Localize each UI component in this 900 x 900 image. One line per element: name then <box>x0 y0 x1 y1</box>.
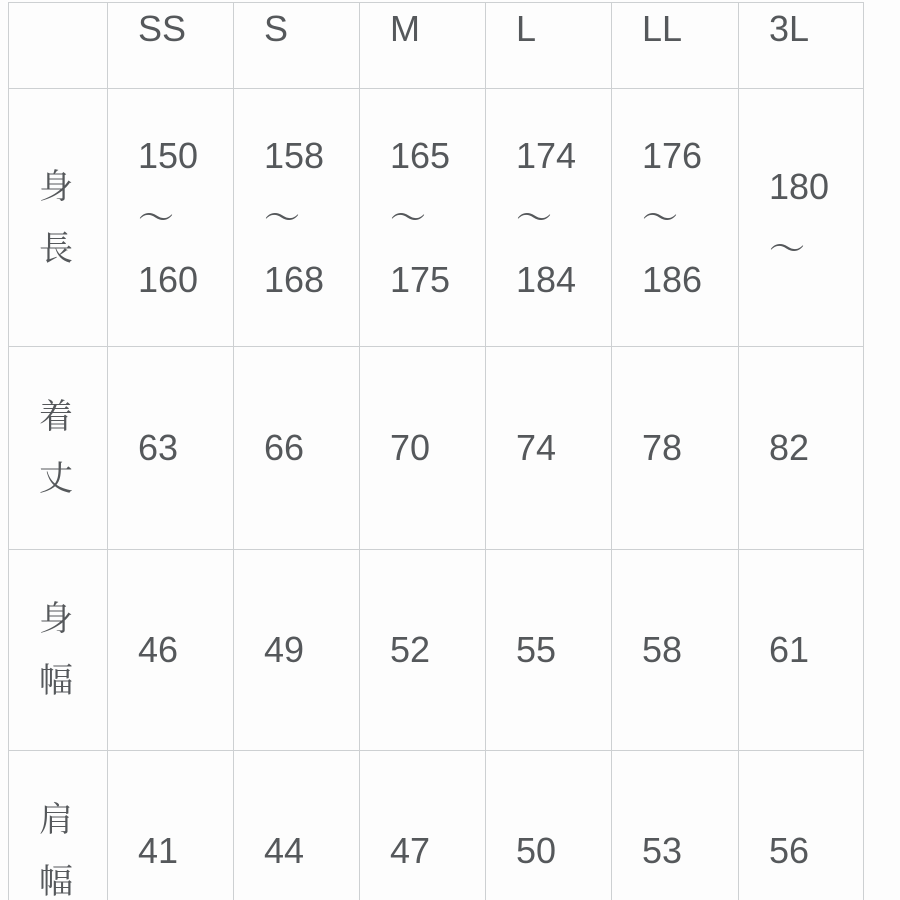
size-chart-table <box>8 2 864 900</box>
row-height <box>9 89 864 347</box>
range-value <box>264 125 359 311</box>
cell-value: 55 <box>516 629 557 670</box>
cell-value: 46 <box>138 629 179 670</box>
range-min: 180 <box>769 165 830 207</box>
cell-value: 50 <box>516 829 557 871</box>
range-min: 174 <box>516 134 577 176</box>
cell-value: 78 <box>642 427 683 468</box>
cell-length-3l <box>739 347 864 550</box>
row-body-length <box>9 347 864 550</box>
corner-cell <box>9 3 108 89</box>
range-max: 175 <box>390 258 451 300</box>
cell-length-ss <box>108 347 234 550</box>
range-min: 158 <box>264 134 325 176</box>
cell-shoulder-3l <box>739 751 864 900</box>
column-header-ss: SS <box>108 3 234 89</box>
cell-value: 52 <box>390 629 431 670</box>
cell-shoulder-ss <box>108 751 234 900</box>
range-min: 165 <box>390 134 451 176</box>
range-value <box>390 125 485 311</box>
range-min: 176 <box>642 134 703 176</box>
range-max: 184 <box>516 258 577 300</box>
cell-value: 53 <box>642 829 683 871</box>
range-max: 168 <box>264 258 325 300</box>
cell-value: 63 <box>138 427 179 468</box>
cell-value: 66 <box>264 427 305 468</box>
cell-width-ll <box>612 550 739 751</box>
row-label-line: 幅 <box>39 662 73 700</box>
cell-height-3l <box>739 89 864 347</box>
row-label-body-width <box>9 550 108 751</box>
cell-value: 47 <box>390 829 431 871</box>
range-tilde: 〜 <box>264 196 301 238</box>
cell-width-s <box>234 550 360 751</box>
cell-shoulder-m <box>360 751 486 900</box>
cell-length-ll <box>612 347 739 550</box>
cell-height-s <box>234 89 360 347</box>
row-label-height <box>9 89 108 347</box>
cell-height-ss <box>108 89 234 347</box>
column-header-3l: 3L <box>739 3 864 89</box>
row-label-shoulder-width <box>9 751 108 900</box>
cell-value: 61 <box>769 629 810 670</box>
row-label-line: 丈 <box>39 460 73 498</box>
range-tilde: 〜 <box>642 196 679 238</box>
row-label-line: 肩 <box>39 800 73 839</box>
column-header-l: L <box>486 3 612 89</box>
row-label-line: 長 <box>39 229 73 268</box>
row-label-line: 着 <box>39 398 73 436</box>
cell-height-ll <box>612 89 739 347</box>
cell-value: 82 <box>769 427 810 468</box>
range-tilde: 〜 <box>769 227 806 269</box>
cell-value: 49 <box>264 629 305 670</box>
column-header-m: M <box>360 3 486 89</box>
range-value <box>138 125 233 311</box>
column-header-s: S <box>234 3 360 89</box>
range-max: 160 <box>138 258 199 300</box>
header-row <box>9 3 864 89</box>
range-tilde: 〜 <box>138 196 175 238</box>
cell-width-m <box>360 550 486 751</box>
cell-length-s <box>234 347 360 550</box>
cell-value: 44 <box>264 829 305 871</box>
cell-height-l <box>486 89 612 347</box>
row-label-text <box>39 789 107 900</box>
cell-shoulder-l <box>486 751 612 900</box>
row-label-line: 身 <box>39 167 73 206</box>
column-header-ll: LL <box>612 3 739 89</box>
range-tilde: 〜 <box>390 196 427 238</box>
row-label-line: 幅 <box>39 862 73 900</box>
cell-length-m <box>360 347 486 550</box>
cell-width-ss <box>108 550 234 751</box>
row-label-body-length <box>9 347 108 550</box>
cell-value: 41 <box>138 829 179 871</box>
range-tilde: 〜 <box>516 196 553 238</box>
range-value <box>516 125 611 311</box>
cell-value: 70 <box>390 427 431 468</box>
row-body-width <box>9 550 864 751</box>
row-label-line: 身 <box>39 600 73 638</box>
row-label-text <box>39 156 107 280</box>
cell-shoulder-s <box>234 751 360 900</box>
range-value <box>769 156 863 280</box>
range-max: 186 <box>642 258 703 300</box>
cell-width-3l <box>739 550 864 751</box>
cell-value: 58 <box>642 629 683 670</box>
row-shoulder-width <box>9 751 864 900</box>
cell-height-m <box>360 89 486 347</box>
cell-value: 74 <box>516 427 557 468</box>
cell-width-l <box>486 550 612 751</box>
cell-shoulder-ll <box>612 751 739 900</box>
row-label-text <box>39 588 107 712</box>
row-label-text <box>39 386 107 510</box>
range-value <box>642 125 738 311</box>
cell-value: 56 <box>769 829 810 871</box>
range-min: 150 <box>138 134 199 176</box>
cell-length-l <box>486 347 612 550</box>
